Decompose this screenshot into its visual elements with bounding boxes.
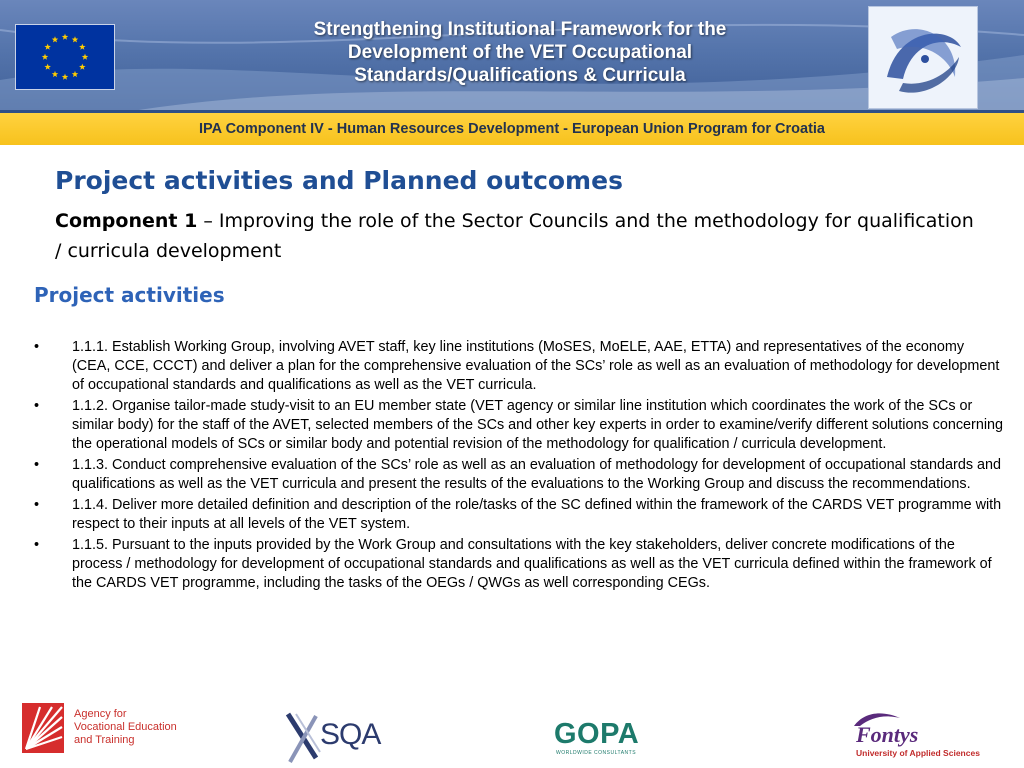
gopa-name: GOPA [554, 718, 640, 750]
subtitle-component: Component 1 [55, 210, 198, 232]
bullet-icon: • [34, 537, 40, 553]
eu-star-icon [62, 34, 68, 40]
project-logo-icon [868, 6, 978, 109]
activity-text: 1.1.3. Conduct comprehensive evaluation of the SCs’ role as well as an evaluation of methodology for development of occupational standards and qualifications as well as the VET curricula and present the results of the evaluations to the Working Group and discuss the recommendations. [72, 457, 1002, 492]
eu-star-icon [52, 36, 58, 42]
list-item [34, 496, 1004, 534]
fontys-tagline: University of Applied Sciences [856, 748, 980, 758]
bullet-icon: • [34, 457, 40, 473]
bullet-icon: • [34, 398, 40, 414]
avet-name-line: and Training [74, 734, 135, 746]
gopa-tagline: WORLDWIDE CONSULTANTS [556, 750, 637, 756]
eu-star-icon [44, 64, 50, 70]
eu-star-icon [79, 64, 85, 70]
activity-text: 1.1.4. Deliver more detailed definition and description of the role/tasks of the SC defined within the framework of the CARDS VET programme with respect to their inputs at all levels of the VET system. [72, 497, 1002, 532]
avet-name [74, 708, 204, 747]
activity-text: 1.1.2. Organise tailor-made study-visit to an EU member state (VET agency or similar line institution which coordinates the work of the SCs or similar body) for the staff of the AVET, selected members of the SCs and other key experts in order to examine/verify different solutions concerning the operational models of SCs or similar body and potential revision of the methodology for qualification / curricula development. [72, 398, 1004, 452]
list-item [34, 397, 1004, 454]
header-banner [0, 0, 1024, 113]
list-item [34, 338, 1004, 395]
sqa-logo [282, 708, 392, 768]
list-item [34, 456, 1004, 494]
banner-title-line: Standards/Qualifications & Curricula [354, 65, 686, 86]
eu-star-icon [42, 54, 48, 60]
avet-name-line: Vocational Education [74, 721, 177, 733]
slide-title: Project activities and Planned outcomes [55, 166, 623, 195]
eu-star-icon [72, 71, 78, 77]
program-bar: IPA Component IV - Human Resources Development - European Union Program for Croatia [0, 113, 1024, 145]
avet-name-line: Agency for [74, 708, 127, 720]
eu-star-icon [82, 54, 88, 60]
bullet-icon: • [34, 497, 40, 513]
fontys-logo [846, 708, 996, 760]
banner-title-line: Development of the VET Occupational [347, 42, 693, 63]
sqa-name: SQA [320, 718, 381, 751]
slide-subtitle [55, 206, 975, 266]
avet-mark-icon [22, 703, 64, 753]
eu-star-icon [52, 71, 58, 77]
subtitle-description: – Improving the role of the Sector Councils and the methodology for qualification / curricula development [55, 210, 974, 262]
fontys-name: Fontys [856, 722, 919, 747]
gopa-logo [554, 718, 664, 762]
banner-title-line: Strengthening Institutional Framework for the [313, 19, 727, 40]
section-heading: Project activities [34, 283, 225, 307]
activities-list [34, 338, 1004, 595]
eu-star-icon [79, 44, 85, 50]
eu-star-icon [44, 44, 50, 50]
eu-star-icon [72, 36, 78, 42]
banner-title [250, 18, 790, 87]
activity-text: 1.1.5. Pursuant to the inputs provided by the Work Group and consultations with the key stakeholders, deliver concrete modifications of the process / methodology for development of occupational standards and qualifications as well as the VET curricula defined within the framework of the CARDS VET programme, including the tasks of the OEGs / QWGs as well corresponding CEGs. [72, 537, 992, 591]
sqa-saltire-icon [282, 708, 322, 768]
list-item [34, 536, 1004, 593]
eu-star-icon [62, 74, 68, 80]
eu-flag-icon [15, 24, 115, 90]
bullet-icon: • [34, 339, 40, 355]
activity-text: 1.1.1. Establish Working Group, involving AVET staff, key line institutions (MoSES, MoELE, AAE, ETTA) and representatives of the economy (CEA, CCE, CCCT) and deliver a plan for the comprehensive evaluation of the SCs’ role as well as an evaluation of methodology for development of occupational standards and qualifications as well as the VET curricula. [72, 339, 1000, 393]
avet-logo [22, 703, 192, 753]
